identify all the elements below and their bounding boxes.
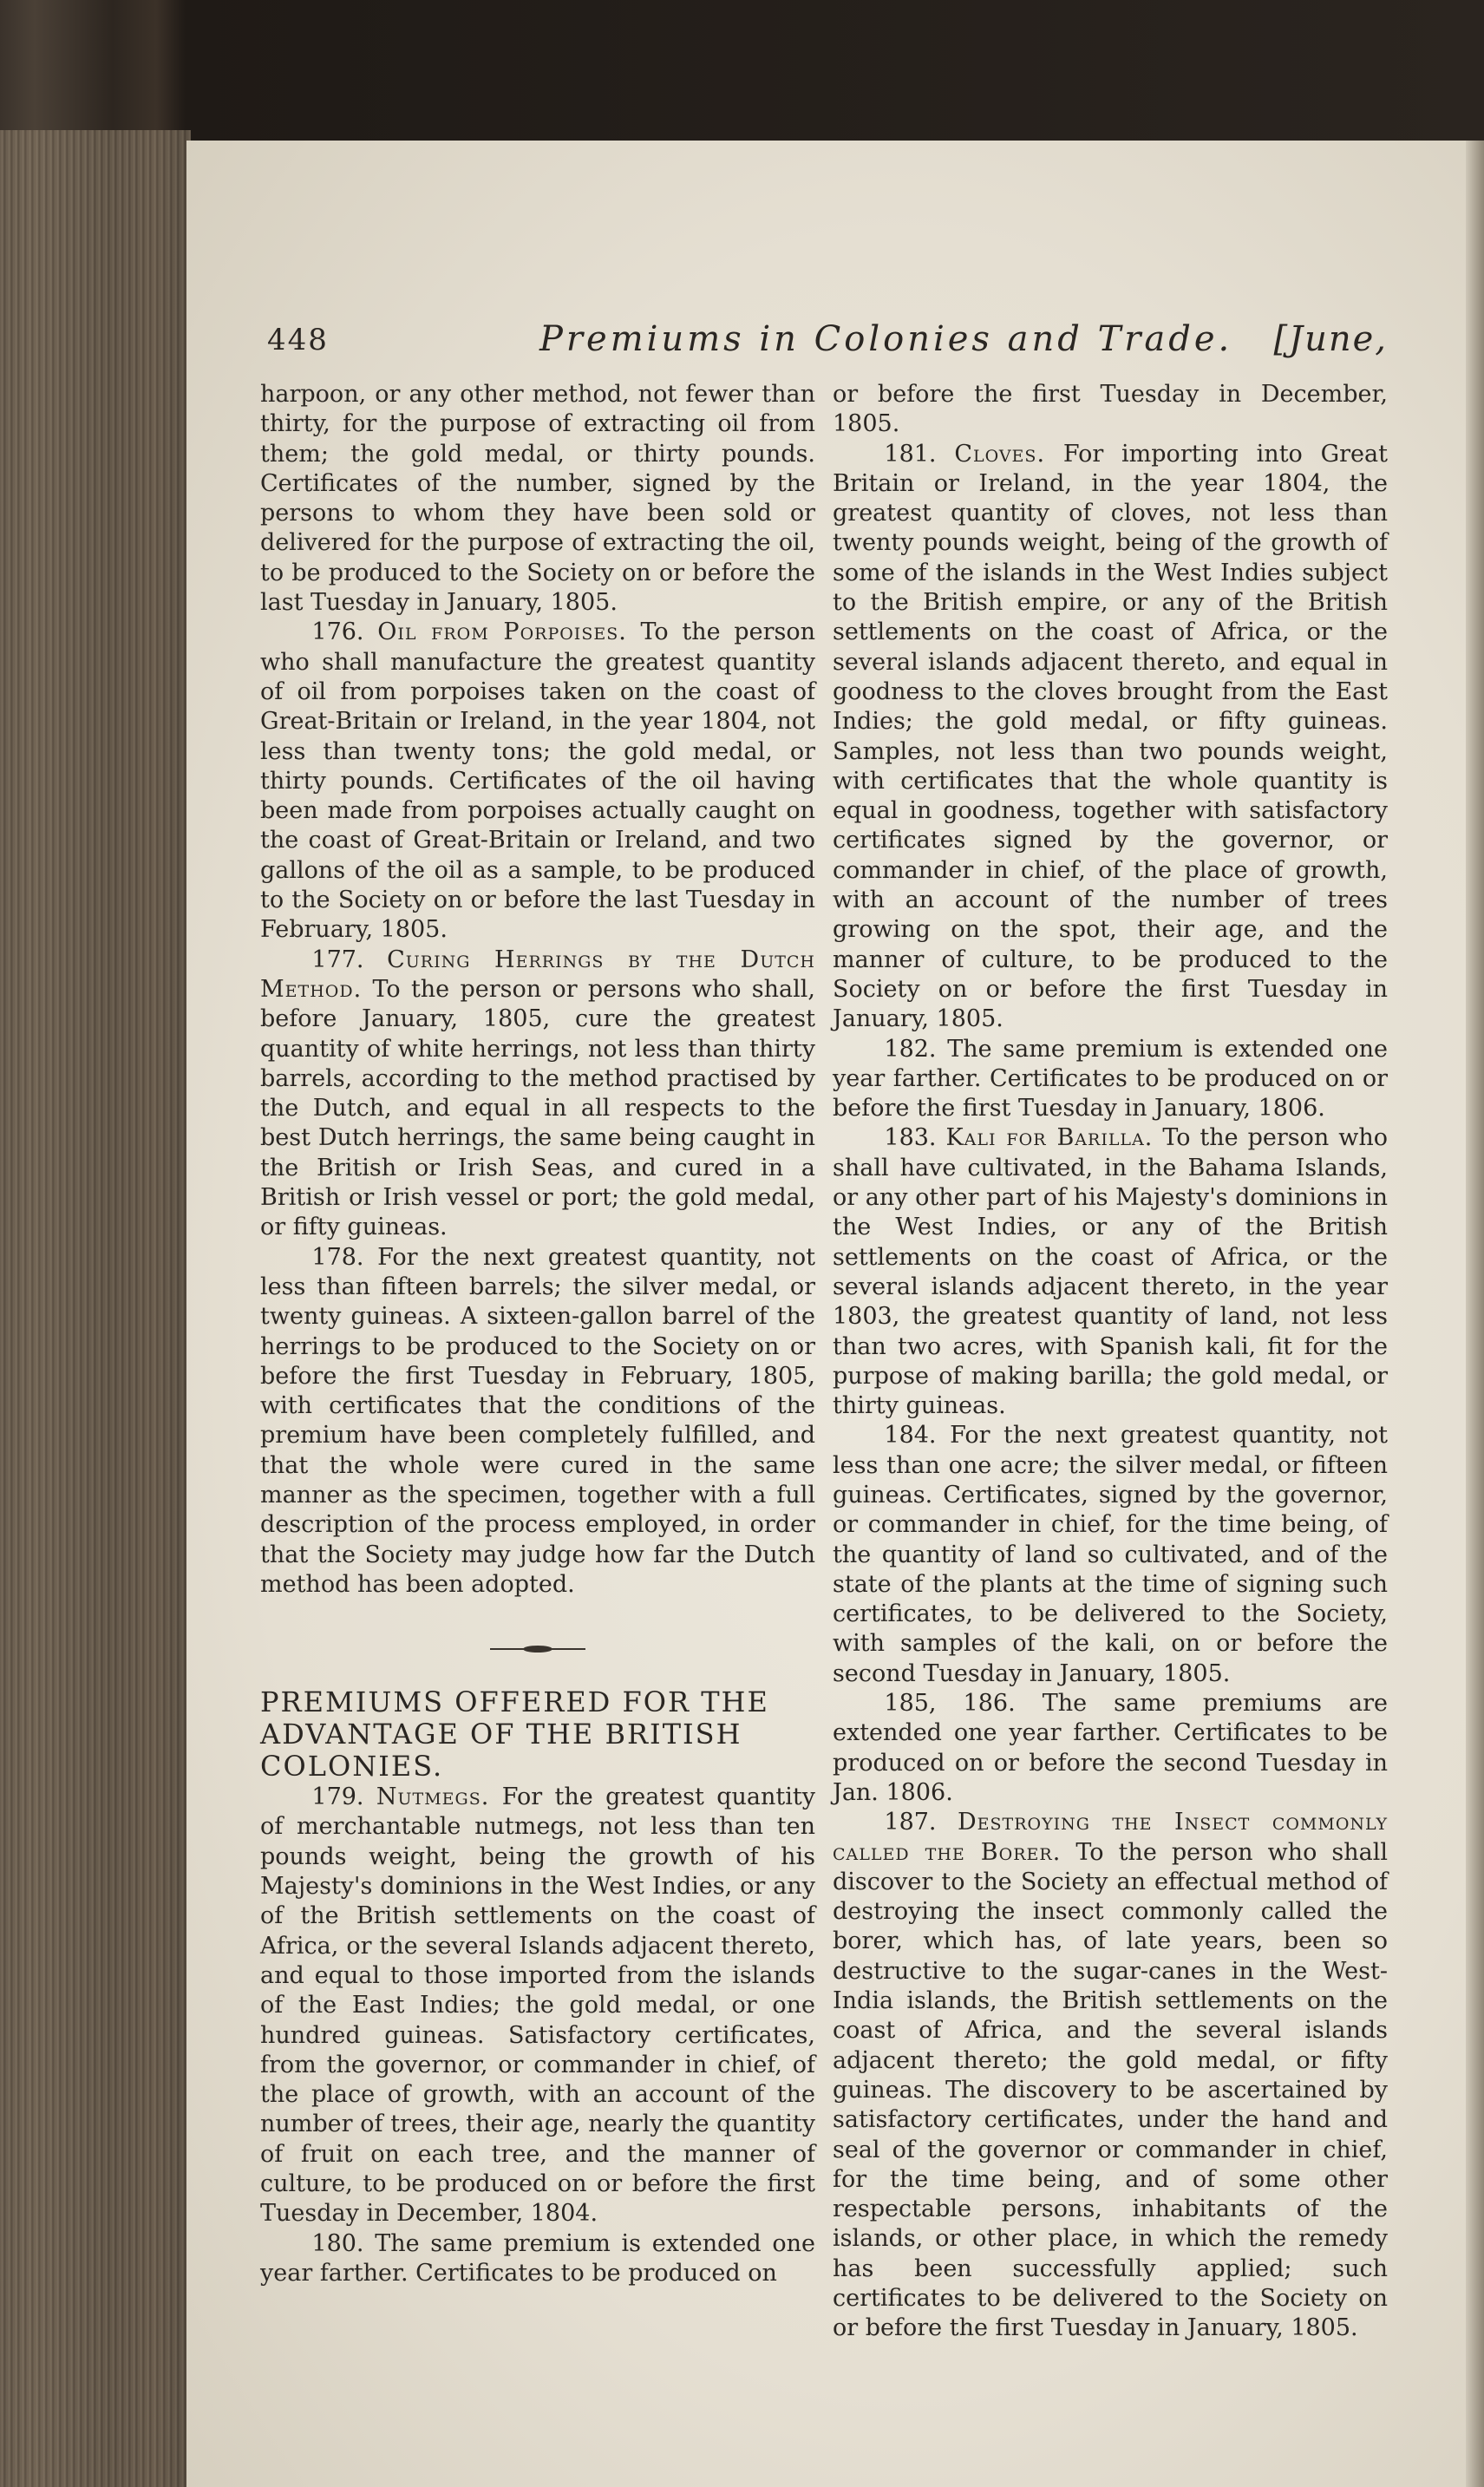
paragraph-title: Curing Herrings by the Dutch Method. [260, 946, 815, 1003]
paragraph-number: 184. [884, 1422, 937, 1450]
paragraph-title: Destroying the Insect commonly called the Borer. [833, 1809, 1388, 1866]
paragraph-continuation: harpoon, or any other method, not fewer than thirty, for the purpose of extracting oil from them; the gold medal, or thirty pounds. Certificates of the number, signed by the persons to whom they have been sold or delivered for the purpose of extracting the oil, to be produced to the Society on or before the last Tuesday in January, 1805. [260, 381, 815, 617]
book-fore-edge [0, 130, 191, 2487]
running-head [260, 319, 1388, 375]
paragraph-177: 177. Curing Herrings by the Dutch Method. To the person or persons who shall, before January, 1805, cure the greatest quantity of white herrings, not less than thirty barrels, according to the method practised by the Dutch, and equal in all respects to the best Dutch herrings, the same being caught in the British or Irish Seas, and cured in a British or Irish vessel or port; the gold medal, or fifty guineas. [260, 946, 815, 1241]
paragraph-number: 177. [311, 946, 364, 973]
paragraph-title: Nutmegs. [376, 1783, 490, 1811]
paragraph-number: 181. [884, 440, 937, 468]
paragraph-number: 187. [884, 1809, 937, 1836]
paragraph-number: 185, 186. [884, 1690, 1016, 1718]
paragraph-title: Cloves. [954, 440, 1046, 468]
paragraph-number: 182. [884, 1035, 937, 1063]
right-column [833, 380, 1388, 2344]
paragraph-number: 178. [311, 1243, 364, 1271]
paragraph-183: 183. Kali for Barilla. To the person who shall have cultivated, in the Bahama Islands, or any other part of his Majesty's dominions in the West Indies, or any of the British settlements on the coast of Africa, or the several islands adjacent thereto, in the year 1803, the greatest quantity of land, not less than two acres, with Spanish kali, fit for the purpose of making barilla; the gold medal, or thirty guineas. [833, 1124, 1388, 1420]
paragraph-number: 179. [311, 1783, 364, 1811]
page-gutter-shadow [1466, 141, 1484, 2487]
paragraph-180: 180. The same premium is extended one year farther. Certificates to be produced on [260, 2229, 815, 2287]
running-month: [June, [1273, 319, 1388, 359]
left-column [260, 380, 815, 2288]
running-title: Premiums in Colonies and Trade. [539, 319, 1233, 359]
paragraph-187: 187. Destroying the Insect commonly called the Borer. To the person who shall discover to the Society an effectual method of destroying the insect commonly called the borer, which has, of late years, been so destructive to the sugar-canes in the West-India islands, the British settlements on the coast of Africa, and the several islands adjacent thereto; the gold medal, or fifty guineas. The discovery to be ascertained by satisfactory certificates, under the hand and seal of the governor or commander in chief, for the time being, and of some other respectable persons, inhabitants of the islands, or other place, in which the remedy has been successfully applied; such certificates to be delivered to the Society on or before the first Tuesday in January, 1805. [833, 1809, 1388, 2342]
section-heading: PREMIUMS OFFERED FOR THE ADVANTAGE OF THE BRITISH COLONIES. [260, 1685, 769, 1783]
paragraph-176: 176. Oil from Porpoises. To the person who shall manufacture the greatest quantity of oil from porpoises taken on the coast of Great-Britain or Ireland, in the year 1804, not less than twenty tons; the gold medal, or thirty pounds. Certificates of the oil having been made from porpoises actually caught on the coast of Great-Britain or Ireland, and two gallons of the oil as a sample, to be produced to the Society on or before the last Tuesday in February, 1805. [260, 618, 815, 944]
paragraph-title: Kali for Barilla. [945, 1124, 1154, 1152]
paragraph-number: 183. [884, 1124, 937, 1152]
paragraph-179: 179. Nutmegs. For the greatest quantity of merchantable nutmegs, not less than ten pounds weight, being the growth of his Majesty's dominions in the West Indies, or any of the British settlements on the coast of Africa, or the several Islands adjacent thereto, and equal to those imported from the islands of the East Indies; the gold medal, or one hundred guineas. Satisfactory certificates, from the governor, or commander in chief, of the place of growth, with an account of the number of trees, their age, nearly the quantity of fruit on each tree, and the manner of culture, to be produced on or before the first Tuesday in December, 1804. [260, 1783, 815, 2228]
paragraph-title: Oil from Porpoises. [377, 618, 627, 646]
section-divider [490, 1639, 585, 1659]
paragraph-184: 184. For the next greatest quantity, not less than one acre; the silver medal, or fifteen guineas. Certificates, signed by the governor, or commander in chief, for the time being, of the quantity of land so cultivated, and of the state of the plants at the time of signing such certificates, to be delivered to the Society, with samples of the kali, on or before the second Tuesday in January, 1805. [833, 1422, 1388, 1687]
paragraph-number: 176. [311, 618, 364, 646]
paragraph-number: 180. [311, 2229, 364, 2257]
paragraph-182: 182. The same premium is extended one year farther. Certificates to be produced on or before the first Tuesday in January, 1806. [833, 1035, 1388, 1122]
paragraph-185-186: 185, 186. The same premiums are extended one year farther. Certificates to be produced on or before the second Tuesday in Jan. 1806. [833, 1690, 1388, 1806]
page-number: 448 [267, 323, 329, 357]
paragraph-178: 178. For the next greatest quantity, not less than fifteen barrels; the silver medal, or twenty guineas. A sixteen-gallon barrel of the herrings to be produced to the Society on or before the first Tuesday in February, 1805, with certificates that the conditions of the premium have been completely fulfilled, and that the whole were cured in the same manner as the specimen, together with a full description of the process employed, in order that the Society may judge how far the Dutch method has been adopted. [260, 1243, 815, 1598]
paragraph-181: 181. Cloves. For importing into Great Britain or Ireland, in the year 1804, the greatest quantity of cloves, not less than twenty pounds weight, being of the growth of some of the islands in the West Indies subject to the British empire, or any of the British settlements on the coast of Africa, or the several islands adjacent thereto, and equal in goodness to the cloves brought from the East Indies; the gold medal, or fifty guineas. Samples, not less than two pounds weight, with certificates that the whole quantity is equal in goodness, together with satisfactory certificates signed by the governor, or commander in chief, of the place of growth, with an account of the number of trees growing on the spot, their age, and the manner of culture, to be produced to the Society on or before the first Tuesday in January, 1805. [833, 440, 1388, 1033]
paragraph-continuation: or before the first Tuesday in December, 1805. [833, 381, 1388, 438]
